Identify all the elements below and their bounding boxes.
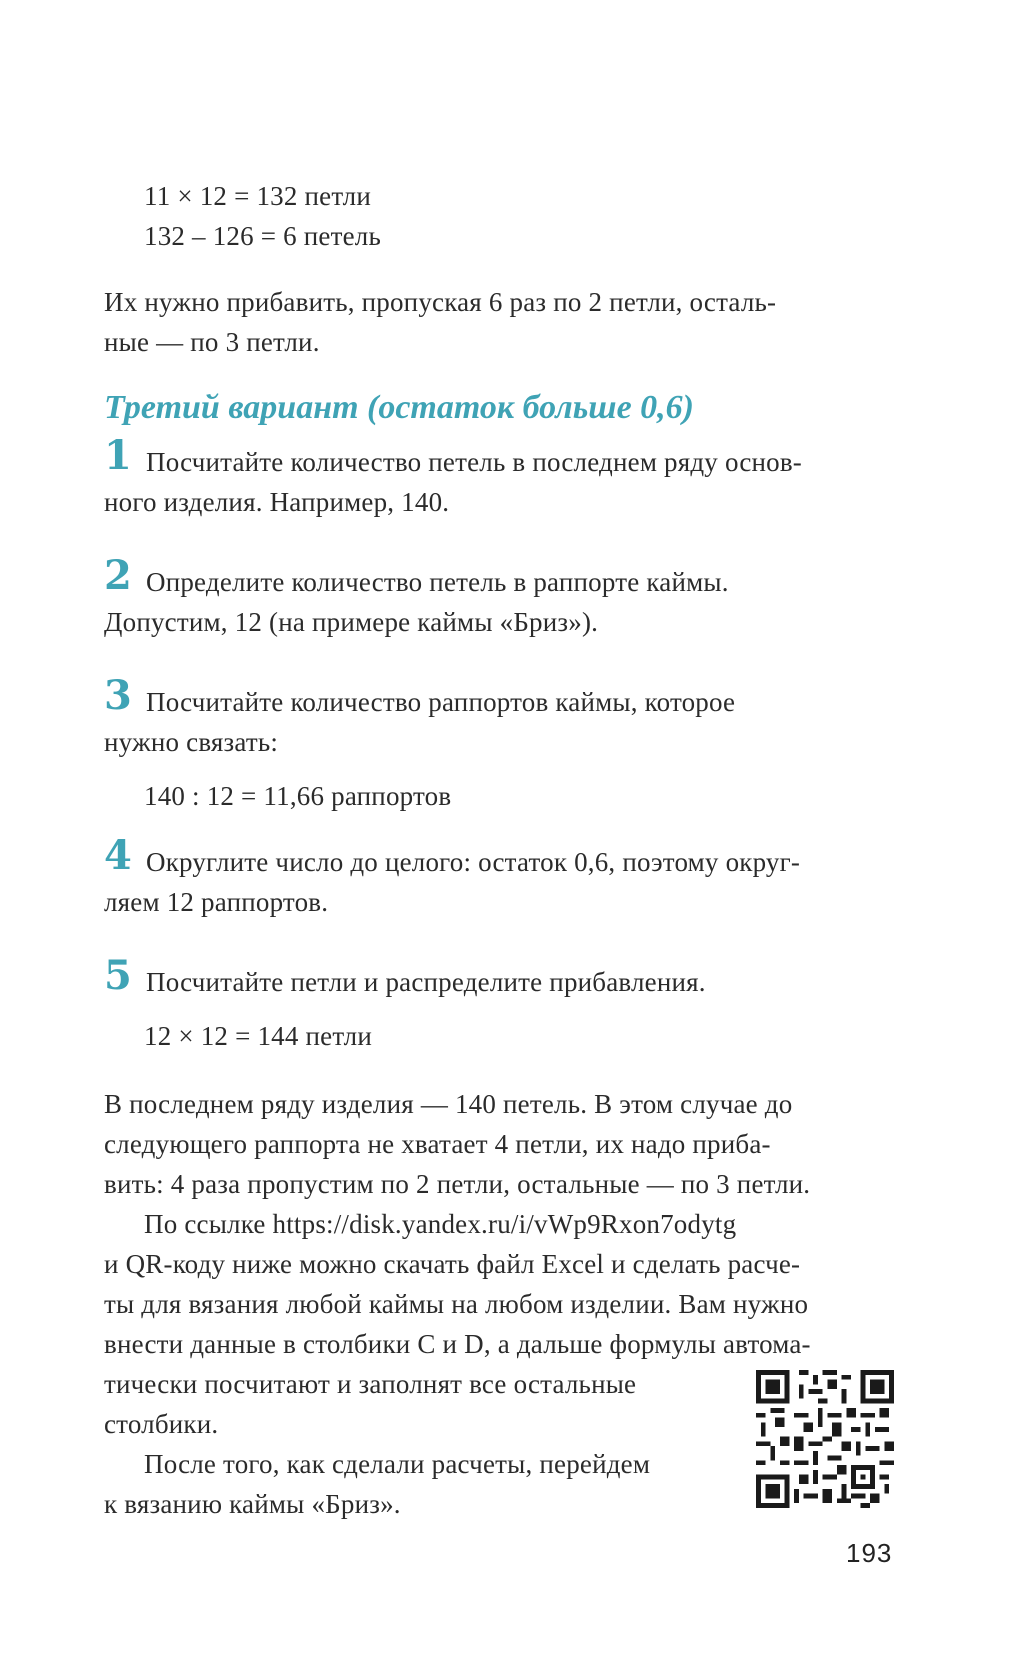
step-text: Допустим, 12 (на примере каймы «Бриз»). [104,607,599,637]
paragraph-line: столбики. [104,1409,219,1439]
calc-line-2: 132 – 126 = 6 петель [144,221,381,251]
step-formula: 12 × 12 = 144 петли [144,1021,372,1051]
paragraph-line: ные — по 3 петли. [104,327,320,357]
step-number: 4 [104,832,132,879]
paragraph-line: к вязанию каймы «Бриз». [104,1489,401,1519]
page-number: 193 [846,1538,893,1568]
step-formula: 140 : 12 = 11,66 раппортов [144,781,452,811]
paragraph-line: ты для вязания любой каймы на любом изделии. Вам нужно [104,1289,809,1319]
paragraph-line: и QR-коду ниже можно скачать файл Excel и сделать расче- [104,1249,801,1279]
step-number: 5 [104,952,132,999]
paragraph-line: По ссылке https://disk.yandex.ru/i/vWp9Rxon7odytg [144,1209,737,1239]
paragraph-line: После того, как сделали расчеты, перейдем [144,1449,651,1479]
step-text: Посчитайте количество раппортов каймы, которое [146,687,736,717]
paragraph-line: следующего раппорта не хватает 4 петли, их надо приба- [104,1129,771,1159]
step-text: нужно связать: [104,727,279,757]
step-text: ного изделия. Например, 140. [104,487,450,517]
step-text: Округлите число до целого: остаток 0,6, поэтому округ- [146,847,801,877]
step-text: ляем 12 раппортов. [104,887,329,917]
step-text: Определите количество петель в раппорте каймы. [146,567,729,597]
paragraph-line: тически посчитают и заполнят все остальные [104,1369,637,1399]
step-text: Посчитайте петли и распределите прибавления. [146,967,706,997]
step-text: Посчитайте количество петель в последнем ряду основ- [146,447,803,477]
step-number: 2 [104,552,132,599]
paragraph-line: вить: 4 раза пропустим по 2 петли, остальные — по 3 петли. [104,1169,811,1199]
step-number: 3 [104,672,132,719]
calc-line-1: 11 × 12 = 132 петли [144,181,371,211]
paragraph-line: внести данные в столбики C и D, а дальше формулы автома- [104,1329,811,1359]
section-heading: Третий вариант (остаток больше 0,6) [104,389,695,426]
paragraph-line: Их нужно прибавить, пропуская 6 раз по 2 петли, осталь- [104,287,777,317]
paragraph-line: В последнем ряду изделия — 140 петель. В этом случае до [104,1089,793,1119]
qr-code-icon[interactable] [756,1370,894,1508]
step-number: 1 [104,432,132,479]
